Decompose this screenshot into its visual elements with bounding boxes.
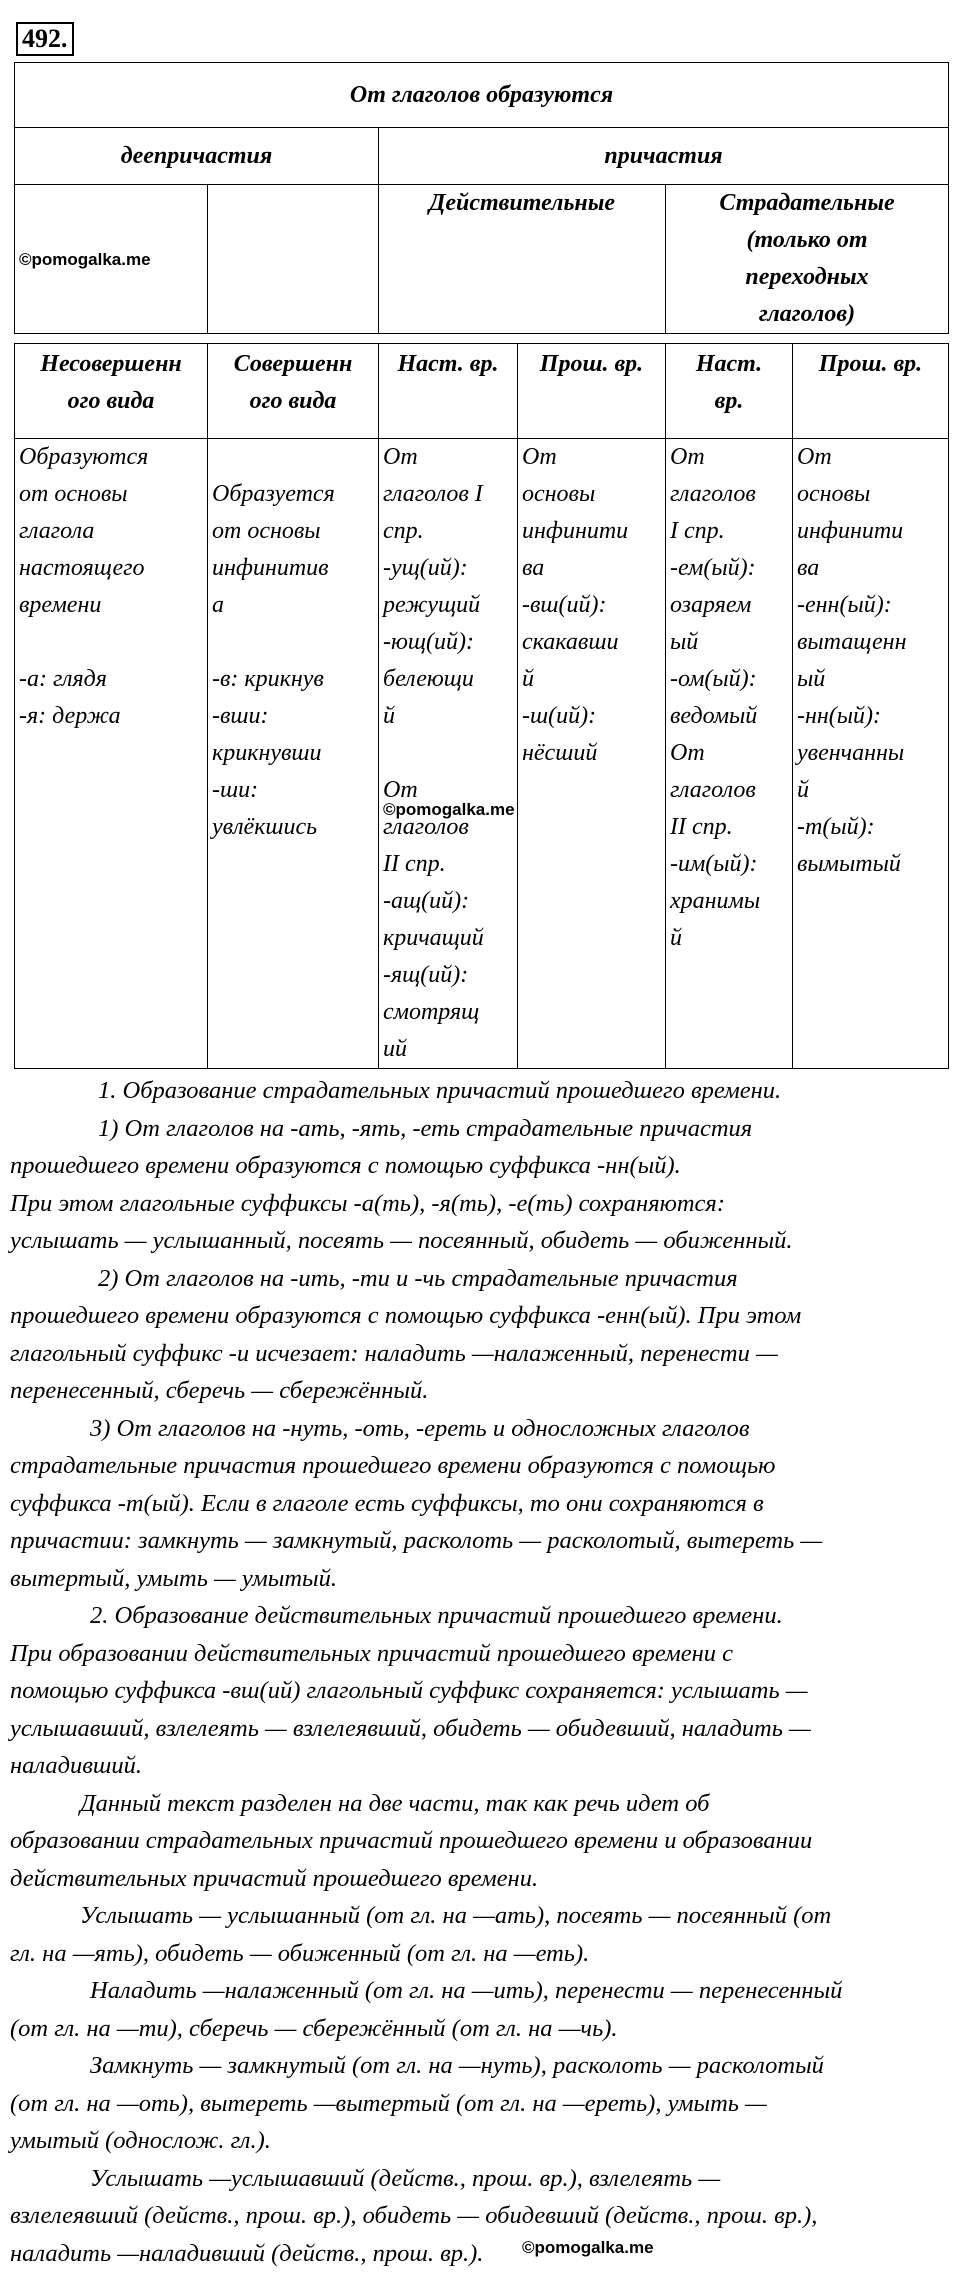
cell-line: основы (797, 476, 944, 513)
gerunds-header: деепричастия (15, 128, 379, 185)
passive-line: глаголов) (670, 296, 944, 333)
cell-line: II спр. (670, 809, 788, 846)
cell-line: й (383, 698, 513, 735)
cell-line: инфинити (797, 513, 944, 550)
cell-line (212, 624, 374, 661)
column-header-line: вр. (670, 383, 788, 420)
text-line: прошедшего времени образуются с помощью суффикса -енн(ый). При этом (10, 1297, 940, 1335)
cell-line: вытащенн (797, 624, 944, 661)
text-line: При этом глагольные суффиксы -а(ть), -я(ть), -е(ть) сохраняются: (10, 1185, 940, 1223)
text-line: (от гл. на —оть), вытереть —вытертый (от гл. на —ереть), умыть — (10, 2085, 940, 2123)
passive-line: переходных (670, 259, 944, 296)
table-cell (15, 439, 208, 1069)
text-line: Замкнуть — замкнутый (от гл. на —нуть), расколоть — расколотый (10, 2047, 940, 2085)
cell-line: основы (522, 476, 661, 513)
watermark: ©pomogalka.me (19, 250, 151, 269)
table-cell (666, 439, 793, 1069)
participles-header: причастия (379, 128, 949, 185)
cell-line: вымытый (797, 846, 944, 883)
cell-line: времени (19, 587, 203, 624)
cell-line: От (522, 439, 661, 476)
column-header-line: Несовершенн (19, 346, 203, 383)
cell-line: -ящ(ий): (383, 957, 513, 994)
cell-line (19, 624, 203, 661)
cell-line: -ющ(ий): (383, 624, 513, 661)
cell-line: -ущ(ий): (383, 550, 513, 587)
text-line: вытертый, умыть — умытый. (10, 1560, 940, 1598)
text-line: страдательные причастия прошедшего времени образуются с помощью (10, 1447, 940, 1485)
column-header-line: Прош. вр. (522, 346, 661, 383)
cell-line: От (670, 735, 788, 772)
cell-line: -ащ(ий): (383, 883, 513, 920)
cell-line: й (797, 772, 944, 809)
cell-line: глаголов (670, 476, 788, 513)
cell-line: -енн(ый): (797, 587, 944, 624)
cell-line: От (383, 439, 513, 476)
table-cell (793, 439, 949, 1069)
text-line: Услышать —услышавший (действ., прош. вр.), взлелеять — (10, 2160, 940, 2198)
cell-line: й (522, 661, 661, 698)
text-line: услышавший, взлелеять — взлелеявший, обидеть — обидевший, наладить — (10, 1710, 940, 1748)
cell-line: I спр. (670, 513, 788, 550)
watermark-cell (15, 185, 208, 334)
cell-line: настоящего (19, 550, 203, 587)
cell-line: крикнувши (212, 735, 374, 772)
cell-line: глаголов I (383, 476, 513, 513)
text-line: взлелеявший (действ., прош. вр.), обидеть — обидевший (действ., прош. вр.), (10, 2197, 940, 2235)
cell-line: ва (522, 550, 661, 587)
active-header: Действительные (379, 185, 666, 334)
text-line: образовании страдательных причастий прошедшего времени и образовании (10, 1822, 940, 1860)
cell-line: -ом(ый): (670, 661, 788, 698)
cell-line (383, 735, 513, 772)
cell-line: режущий (383, 587, 513, 624)
explanation-text (10, 1072, 940, 2272)
cell-line: -ш(ий): (522, 698, 661, 735)
text-line: При образовании действительных причастий прошедшего времени с (10, 1635, 940, 1673)
cell-line: й (670, 920, 788, 957)
passive-line: Страдательные (670, 185, 944, 222)
text-line: суффикса -т(ый). Если в глаголе есть суффиксы, то они сохраняются в (10, 1485, 940, 1523)
text-line: 3) От глаголов на -нуть, -оть, -ереть и односложных глаголов (10, 1410, 940, 1448)
cell-line: увенчанны (797, 735, 944, 772)
text-line: (от гл. на —ти), сберечь — сбережённый (от гл. на —чь). (10, 2010, 940, 2048)
column-header (793, 344, 949, 439)
cell-line: нёсший (522, 735, 661, 772)
column-header (379, 344, 518, 439)
cell-line: -им(ый): (670, 846, 788, 883)
table-cell (518, 439, 666, 1069)
text-line: 2) От глаголов на -ить, -ти и -чь страдательные причастия (10, 1260, 940, 1298)
column-header-line: ого вида (212, 383, 374, 420)
column-header (666, 344, 793, 439)
cell-line: инфинитив (212, 550, 374, 587)
text-line: наладить —наладивший (действ., прош. вр.). (10, 2235, 940, 2272)
text-line: помощью суффикса -вш(ий) глагольный суффикс сохраняется: услышать — (10, 1672, 940, 1710)
cell-line: ведомый (670, 698, 788, 735)
column-header-line: Наст. вр. (383, 346, 513, 383)
cell-line: скакавши (522, 624, 661, 661)
text-line: Данный текст разделен на две части, так как речь идет об (10, 1785, 940, 1823)
cell-line: ий (383, 1031, 513, 1068)
cell-line: увлёкшись (212, 809, 374, 846)
column-header-line: ого вида (19, 383, 203, 420)
text-line: 1) От глаголов на -ать, -ять, -еть страдательные причастия (10, 1110, 940, 1148)
text-line: гл. на —ять), обидеть — обиженный (от гл. на —еть). (10, 1935, 940, 1973)
main-table (14, 343, 949, 1069)
passive-header (666, 185, 949, 334)
cell-line: спр. (383, 513, 513, 550)
cell-line: -а: глядя (19, 661, 203, 698)
cell-line: -нн(ый): (797, 698, 944, 735)
cell-line: смотрящ (383, 994, 513, 1031)
text-line: наладивший. (10, 1747, 940, 1785)
text-line: услышать — услышанный, посеять — посеянный, обидеть — обиженный. (10, 1222, 940, 1260)
column-header (518, 344, 666, 439)
cell-line: кричащий (383, 920, 513, 957)
cell-line: -ем(ый): (670, 550, 788, 587)
column-header-line: Совершенн (212, 346, 374, 383)
cell-line: II спр. (383, 846, 513, 883)
text-line: глагольный суффикс -и исчезает: наладить —налаженный, перенести — (10, 1335, 940, 1373)
table-cell (379, 439, 518, 1069)
cell-line: от основы (212, 513, 374, 550)
cell-line: ый (797, 661, 944, 698)
cell-line: глаголов (670, 772, 788, 809)
cell-line: белеющи (383, 661, 513, 698)
table-title: От глаголов образуются (15, 63, 949, 128)
cell-line: глаголов (383, 809, 513, 846)
passive-line: (только от (670, 222, 944, 259)
watermark: ©pomogalka.me (383, 800, 515, 820)
text-line: причастии: замкнуть — замкнутый, расколоть — расколотый, вытереть — (10, 1522, 940, 1560)
cell-line: -в: крикнув (212, 661, 374, 698)
watermark: ©pomogalka.me (522, 2238, 654, 2258)
cell-line: От (670, 439, 788, 476)
cell-line: от основы (19, 476, 203, 513)
column-header (208, 344, 379, 439)
cell-line: -я: держа (19, 698, 203, 735)
text-line: Наладить —налаженный (от гл. на —ить), перенести — перенесенный (10, 1972, 940, 2010)
cell-line: озаряем (670, 587, 788, 624)
cell-line: инфинити (522, 513, 661, 550)
text-line: 2. Образование действительных причастий прошедшего времени. (10, 1597, 940, 1635)
exercise-number: 492. (16, 22, 74, 56)
cell-line (212, 439, 374, 476)
header-table (14, 62, 949, 334)
empty-cell (208, 185, 379, 334)
cell-line: ва (797, 550, 944, 587)
column-header-line: Наст. (670, 346, 788, 383)
text-line: 1. Образование страдательных причастий прошедшего времени. (10, 1072, 940, 1110)
cell-line: -вши: (212, 698, 374, 735)
text-line: прошедшего времени образуются с помощью суффикса -нн(ый). (10, 1147, 940, 1185)
cell-line: хранимы (670, 883, 788, 920)
cell-line: Образуется (212, 476, 374, 513)
text-line: действительных причастий прошедшего времени. (10, 1860, 940, 1898)
cell-line: ый (670, 624, 788, 661)
text-line: перенесенный, сберечь — сбережённый. (10, 1372, 940, 1410)
cell-line: От (797, 439, 944, 476)
cell-line: -вш(ий): (522, 587, 661, 624)
column-header (15, 344, 208, 439)
cell-line: глагола (19, 513, 203, 550)
cell-line: -т(ый): (797, 809, 944, 846)
table-cell (208, 439, 379, 1069)
cell-line: а (212, 587, 374, 624)
column-header-line: Прош. вр. (797, 346, 944, 383)
cell-line: От (383, 772, 513, 809)
text-line: умытый (однослож. гл.). (10, 2122, 940, 2160)
text-line: Услышать — услышанный (от гл. на —ать), посеять — посеянный (от (10, 1897, 940, 1935)
cell-line: Образуются (19, 439, 203, 476)
cell-line: -ши: (212, 772, 374, 809)
